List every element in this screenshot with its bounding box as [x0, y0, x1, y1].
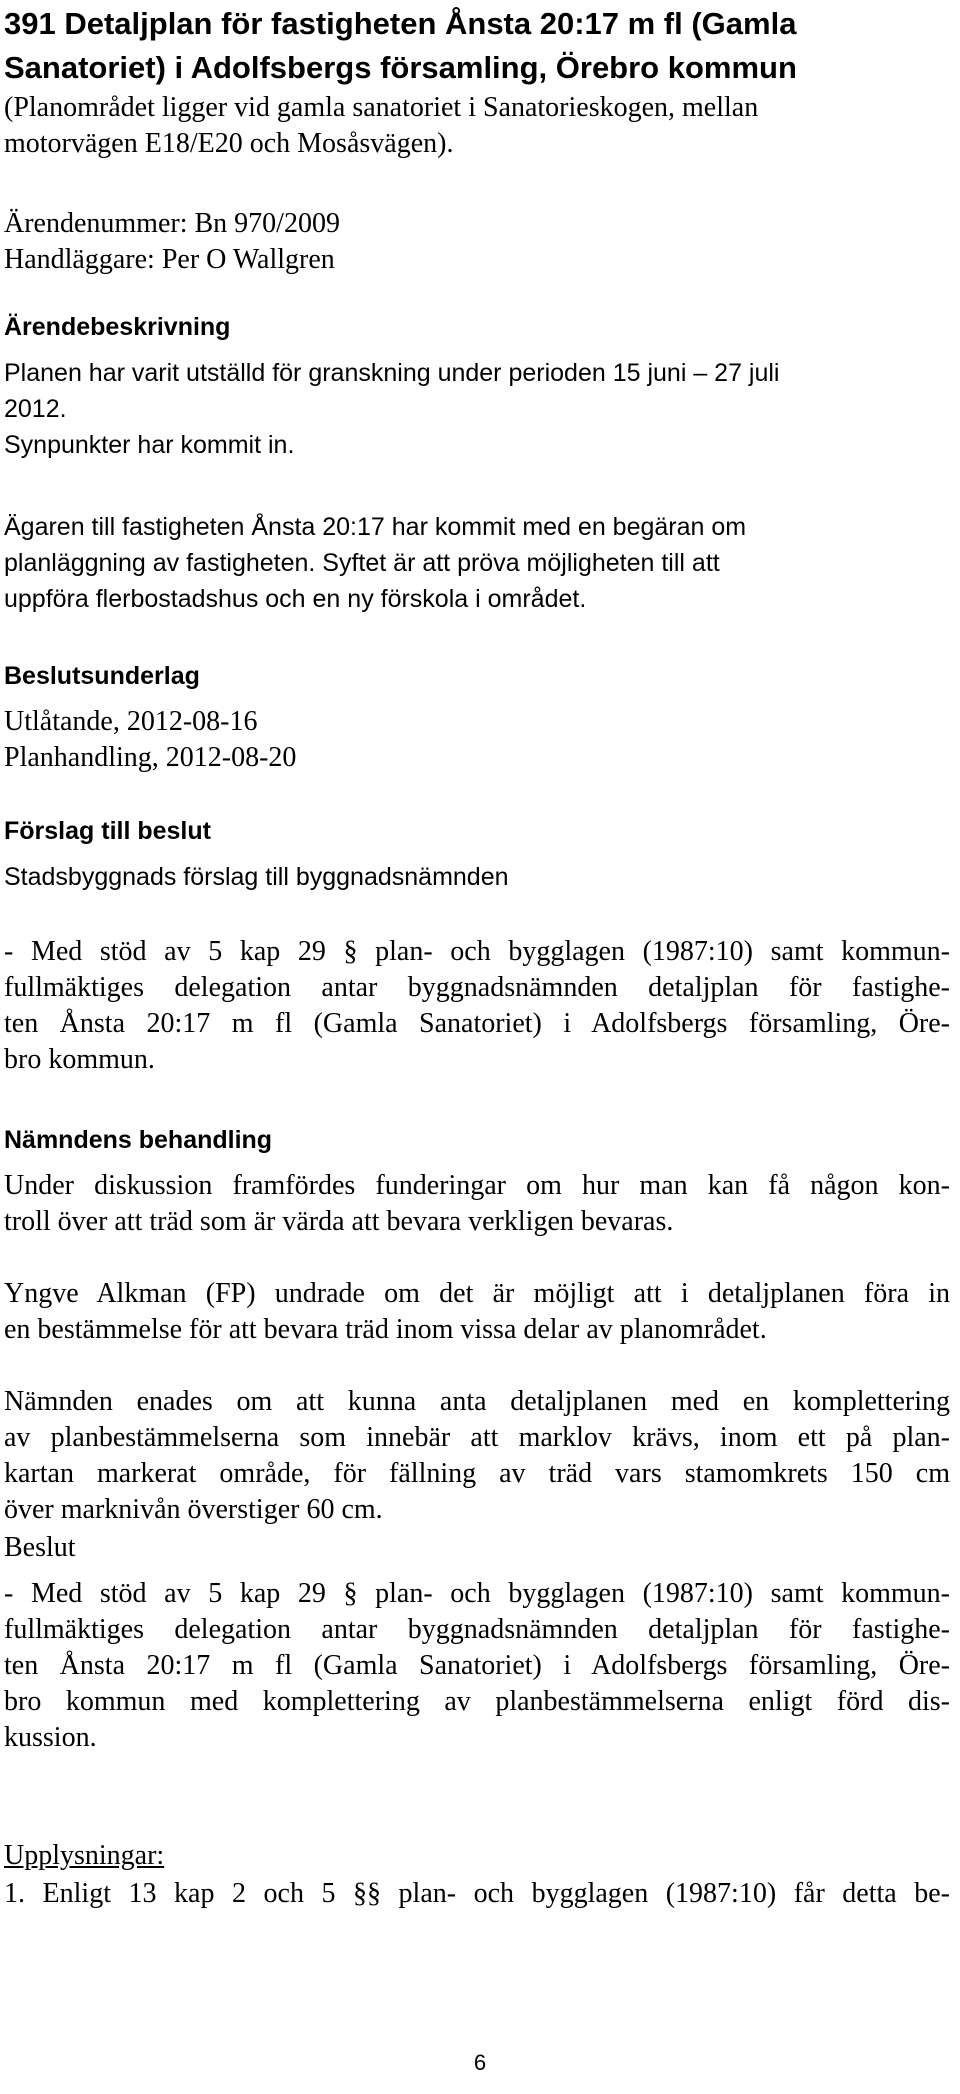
text-line: 1. Enligt 13 kap 2 och 5 §§ plan- och bygglagen (1987:10) får detta be- [4, 1878, 950, 1909]
treatment-paragraph [4, 1384, 950, 1528]
case-info [4, 206, 950, 278]
proposal-subheading: Stadsbyggnads förslag till byggnadsnämnden [4, 863, 509, 891]
text-line: av planbestämmelserna som innebär att marklov krävs, inom ett på plan- [4, 1422, 950, 1453]
page-title [4, 2, 954, 90]
section-heading-decision: Beslut [4, 1532, 76, 1563]
text-line: kussion. [4, 1722, 97, 1753]
text-line: fullmäktiges delegation antar byggnadsnämnden detaljplan för fastighe- [4, 972, 950, 1003]
title-line: 391 Detaljplan för fastigheten Ånsta 20:17 m fl (Gamla [4, 6, 797, 41]
section-heading-proposal: Förslag till beslut [4, 817, 211, 845]
text-line: motorvägen E18/E20 och Mosåsvägen). [4, 128, 454, 159]
text-line: ten Ånsta 20:17 m fl (Gamla Sanatoriet) i Adolfsbergs församling, Öre- [4, 1008, 950, 1039]
treatment-paragraph [4, 1276, 950, 1348]
basis-item: Planhandling, 2012-08-20 [4, 742, 297, 773]
decision-paragraph [4, 1576, 950, 1756]
text-line: - Med stöd av 5 kap 29 § plan- och bygglagen (1987:10) samt kommun- [4, 936, 950, 967]
title-line: Sanatoriet) i Adolfsbergs församling, Örebro kommun [4, 50, 797, 85]
text-line: planläggning av fastigheten. Syftet är att pröva möjligheten till att [4, 549, 720, 577]
text-line: bro kommun med komplettering av planbestämmelserna enligt förd dis- [4, 1686, 950, 1717]
treatment-paragraph [4, 1168, 950, 1240]
text-line: ten Ånsta 20:17 m fl (Gamla Sanatoriet) i Adolfsbergs församling, Öre- [4, 1650, 950, 1681]
text-line: Ägaren till fastigheten Ånsta 20:17 har kommit med en begäran om [4, 513, 747, 541]
text-line: (Planområdet ligger vid gamla sanatoriet i Sanatorieskogen, mellan [4, 92, 759, 123]
case-officer: Handläggare: Per O Wallgren [4, 244, 335, 275]
text-line: - Med stöd av 5 kap 29 § plan- och bygglagen (1987:10) samt kommun- [4, 1578, 950, 1609]
section-heading-treatment: Nämndens behandling [4, 1126, 273, 1154]
text-line: över marknivån överstiger 60 cm. [4, 1494, 383, 1525]
section-heading-description: Ärendebeskrivning [4, 313, 231, 341]
page-number: 6 [473, 2050, 487, 2075]
description-paragraph [4, 509, 950, 617]
text-line: bro kommun. [4, 1044, 155, 1075]
text-line: uppföra flerbostadshus och en ny förskola i området. [4, 585, 587, 613]
text-line: Under diskussion framfördes funderingar om hur man kan få någon kon- [4, 1170, 950, 1201]
basis-item: Utlåtande, 2012-08-16 [4, 706, 258, 737]
basis-list [4, 704, 950, 776]
proposal-paragraph [4, 934, 950, 1078]
info-heading: Upplysningar: [4, 1840, 165, 1871]
text-line: Nämnden enades om att kunna anta detaljplanen med en komplettering [4, 1386, 950, 1417]
info-paragraph [4, 1876, 950, 1912]
text-line: 2012. [4, 395, 67, 423]
text-line: troll över att träd som är värda att bevara verkligen bevaras. [4, 1206, 674, 1237]
text-line: en bestämmelse för att bevara träd inom vissa delar av planområdet. [4, 1314, 767, 1345]
section-heading-basis: Beslutsunderlag [4, 662, 200, 690]
text-line: fullmäktiges delegation antar byggnadsnämnden detaljplan för fastighe- [4, 1614, 950, 1645]
description-paragraph [4, 355, 950, 463]
text-line: Synpunkter har kommit in. [4, 431, 295, 459]
intro-paragraph [4, 90, 950, 162]
text-line: Planen har varit utställd för granskning under perioden 15 juni – 27 juli [4, 359, 780, 387]
text-line: Yngve Alkman (FP) undrade om det är möjligt att i detaljplanen föra in [4, 1278, 950, 1309]
text-line: kartan markerat område, för fällning av träd vars stamomkrets 150 cm [4, 1458, 950, 1489]
case-number: Ärendenummer: Bn 970/2009 [4, 208, 340, 239]
